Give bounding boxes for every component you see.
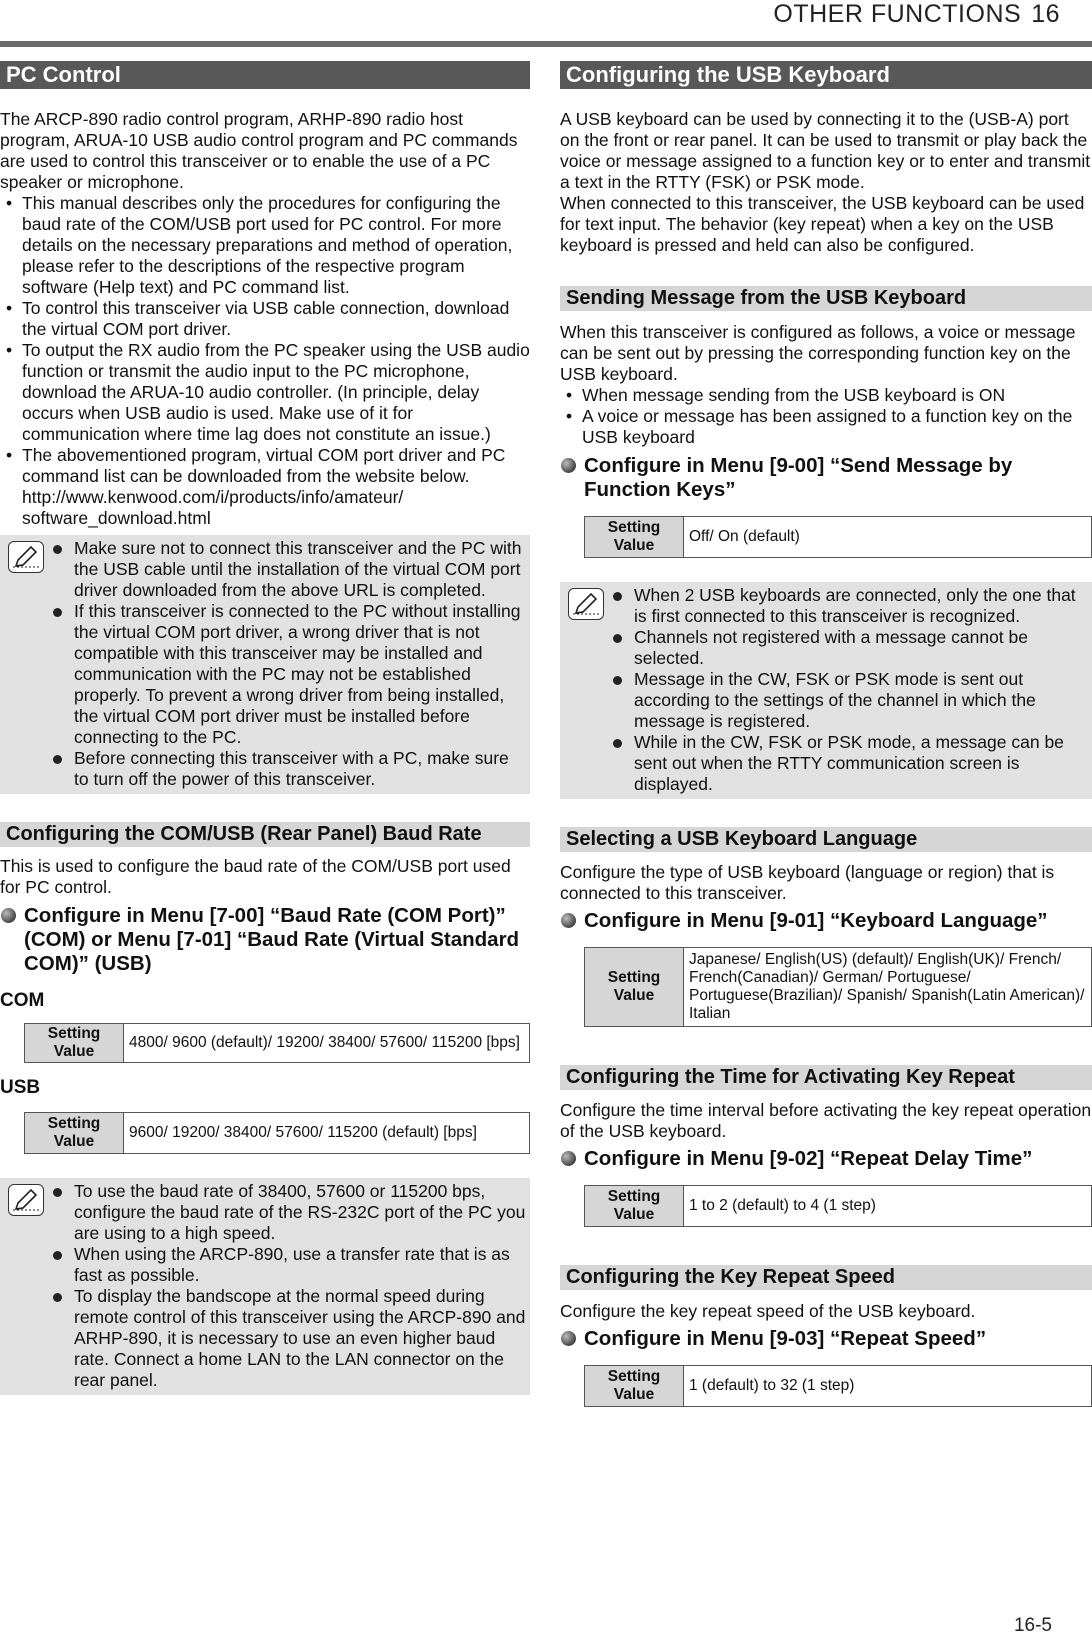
usb-keyboard-intro-2: When connected to this transceiver, the USB keyboard can be used for text input. The behavior (key repeat) when a key on the USB keyboard is pressed and held can also be configured. (560, 193, 1085, 255)
page-header (773, 0, 1060, 29)
baud-intro: This is used to configure the baud rate of the COM/USB port used for PC control. (0, 856, 511, 897)
section-heading-repeat-time: Configuring the Time for Activating Key Repeat (560, 1065, 1092, 1090)
setting-value-label: Setting Value (585, 1366, 684, 1407)
baud-note-box (0, 1178, 530, 1395)
setting-value-label: Setting Value (585, 1186, 684, 1227)
baud-note-1: To use the baud rate of 38400, 57600 or 115200 bps, configure the baud rate of the RS-232C port of the PC you are using to a high speed. (74, 1181, 526, 1243)
pc-control-intro: The ARCP-890 radio control program, ARHP-890 radio host program, ARUA-10 USB audio control program and PC commands are used to control this transceiver or to enable the use of a PC speaker or microphone. (0, 109, 518, 192)
send-bullet-2: • A voice or message has been assigned to a function key on the USB keyboard (560, 406, 1092, 448)
send-message-setting-table (584, 516, 1092, 558)
setting-value-label: Setting Value (585, 517, 684, 558)
language-setting-value: Japanese/ English(US) (default)/ English(UK)/ French/ French(Canadian)/ German/ Portuguese/ Portuguese(Brazilian)/ Spanish/ Spanish(Latin American)/ Italian (684, 948, 1092, 1027)
pc-note-box (0, 535, 530, 794)
repeat-speed-configure-menu: Configure in Menu [9-03] “Repeat Speed” (560, 1327, 1092, 1351)
usb-setting-value: 9600/ 19200/ 38400/ 57600/ 115200 (default) [bps] (124, 1113, 530, 1154)
send-message-note-box (560, 582, 1092, 799)
chapter-title: OTHER FUNCTIONS (773, 0, 1022, 28)
send-message-configure-menu: Configure in Menu [9-00] “Send Message by Function Keys” (560, 454, 1092, 502)
usb-label: USB (0, 1077, 41, 1098)
section-heading-language: Selecting a USB Keyboard Language (560, 827, 1092, 852)
send-note-2: Channels not registered with a message cannot be selected. (634, 627, 1088, 669)
send-note-3: Message in the CW, FSK or PSK mode is sent out according to the settings of the channel in which the message is registered. (634, 669, 1088, 732)
pc-note-3: Before connecting this transceiver with a PC, make sure to turn off the power of this transceiver. (74, 748, 526, 790)
section-heading-usb-keyboard: Configuring the USB Keyboard (560, 61, 1092, 89)
left-column (0, 61, 530, 1395)
right-column (560, 61, 1092, 1407)
pencil-note-icon (8, 541, 44, 573)
repeat-time-configure-menu: Configure in Menu [9-02] “Repeat Delay Time” (560, 1147, 1092, 1171)
pencil-note-icon (568, 588, 604, 620)
pencil-note-icon (8, 1184, 44, 1216)
language-intro: Configure the type of USB keyboard (language or region) that is connected to this transceiver. (560, 862, 1055, 903)
chapter-number: 16 (1031, 0, 1060, 28)
page-number: 16-5 (1013, 1615, 1052, 1636)
section-heading-repeat-speed: Configuring the Key Repeat Speed (560, 1265, 1092, 1290)
repeat-speed-setting-value: 1 (default) to 32 (1 step) (684, 1366, 1092, 1407)
send-note-1: When 2 USB keyboards are connected, only the one that is first connected to this transceiver is recognized. (634, 585, 1088, 627)
repeat-time-setting-table (584, 1185, 1092, 1227)
com-setting-value: 4800/ 9600 (default)/ 19200/ 38400/ 57600/ 115200 [bps] (124, 1024, 530, 1063)
pc-note-1: Make sure not to connect this transceiver and the PC with the USB cable until the installation of the virtual COM port driver downloaded from the above URL is completed. (74, 538, 526, 601)
pc-bullet-4: • The abovementioned program, virtual COM port driver and PC command list can be downloaded from the website below. http://www.kenwood.com/i/products/info/amateur/ software_download.html (0, 445, 530, 529)
setting-value-label: Setting Value (25, 1024, 124, 1063)
pc-bullet-1: • This manual describes only the procedures for configuring the baud rate of the COM/USB port used for PC control. For more details on the necessary preparations and method of operation, please refer to the descriptions of the respective program software (Help text) and PC command list. (0, 193, 530, 298)
usb-setting-table (24, 1112, 530, 1154)
section-heading-baud: Configuring the COM/USB (Rear Panel) Baud Rate (0, 822, 530, 847)
baud-configure-menu: Configure in Menu [7-00] “Baud Rate (COM Port)” (COM) or Menu [7-01] “Baud Rate (Virtual Standard COM)” (USB) (0, 904, 530, 976)
baud-note-3: To display the bandscope at the normal speed during remote control of this transceiver using the ARCP-890 and ARHP-890, it is necessary to use an even higher baud rate. Connect a home LAN to the LAN connector on the rear panel. (74, 1286, 526, 1390)
repeat-time-setting-value: 1 to 2 (default) to 4 (1 step) (684, 1186, 1092, 1227)
repeat-speed-setting-table (584, 1365, 1092, 1407)
section-heading-send-message: Sending Message from the USB Keyboard (560, 286, 1092, 311)
usb-keyboard-intro-1: A USB keyboard can be used by connecting it to the (USB-A) port on the front or rear panel. It can be used to transmit or play back the voice or message assigned to a function key or to enter and transmit a text in the RTTY (FSK) or PSK mode. (560, 109, 1091, 192)
com-setting-table (24, 1023, 530, 1063)
setting-value-label: Setting Value (585, 948, 684, 1027)
repeat-time-intro: Configure the time interval before activating the key repeat operation of the USB keyboard. (560, 1100, 1092, 1141)
language-configure-menu: Configure in Menu [9-01] “Keyboard Language” (560, 909, 1092, 933)
send-message-setting-value: Off/ On (default) (684, 517, 1092, 558)
header-rule (0, 41, 1092, 47)
setting-value-label: Setting Value (25, 1113, 124, 1154)
repeat-speed-intro: Configure the key repeat speed of the USB keyboard. (560, 1301, 976, 1321)
pc-bullet-2: • To control this transceiver via USB cable connection, download the virtual COM port driver. (0, 298, 530, 340)
language-setting-table (584, 947, 1092, 1027)
com-label: COM (0, 990, 45, 1011)
send-bullet-1: • When message sending from the USB keyboard is ON (560, 385, 1092, 406)
section-heading-pc-control: PC Control (0, 61, 530, 89)
baud-note-2: When using the ARCP-890, use a transfer rate that is as fast as possible. (74, 1244, 526, 1286)
send-message-intro: When this transceiver is configured as follows, a voice or message can be sent out by pressing the corresponding function key on the USB keyboard. (560, 322, 1076, 384)
send-note-4: While in the CW, FSK or PSK mode, a message can be sent out when the RTTY communication screen is displayed. (634, 732, 1088, 795)
pc-note-2: If this transceiver is connected to the PC without installing the virtual COM port driver, a wrong driver that is not compatible with this transceiver may be installed and communication with the PC may not be established properly. To prevent a wrong driver from being installed, the virtual COM port driver must be installed before connecting to the PC. (74, 601, 526, 748)
pc-bullet-3: • To output the RX audio from the PC speaker using the USB audio function or transmit the audio input to the PC microphone, download the ARUA-10 audio controller. (In principle, delay occurs when USB audio is used. Make use of it for communication where time lag does not constitute an issue.) (0, 340, 530, 445)
